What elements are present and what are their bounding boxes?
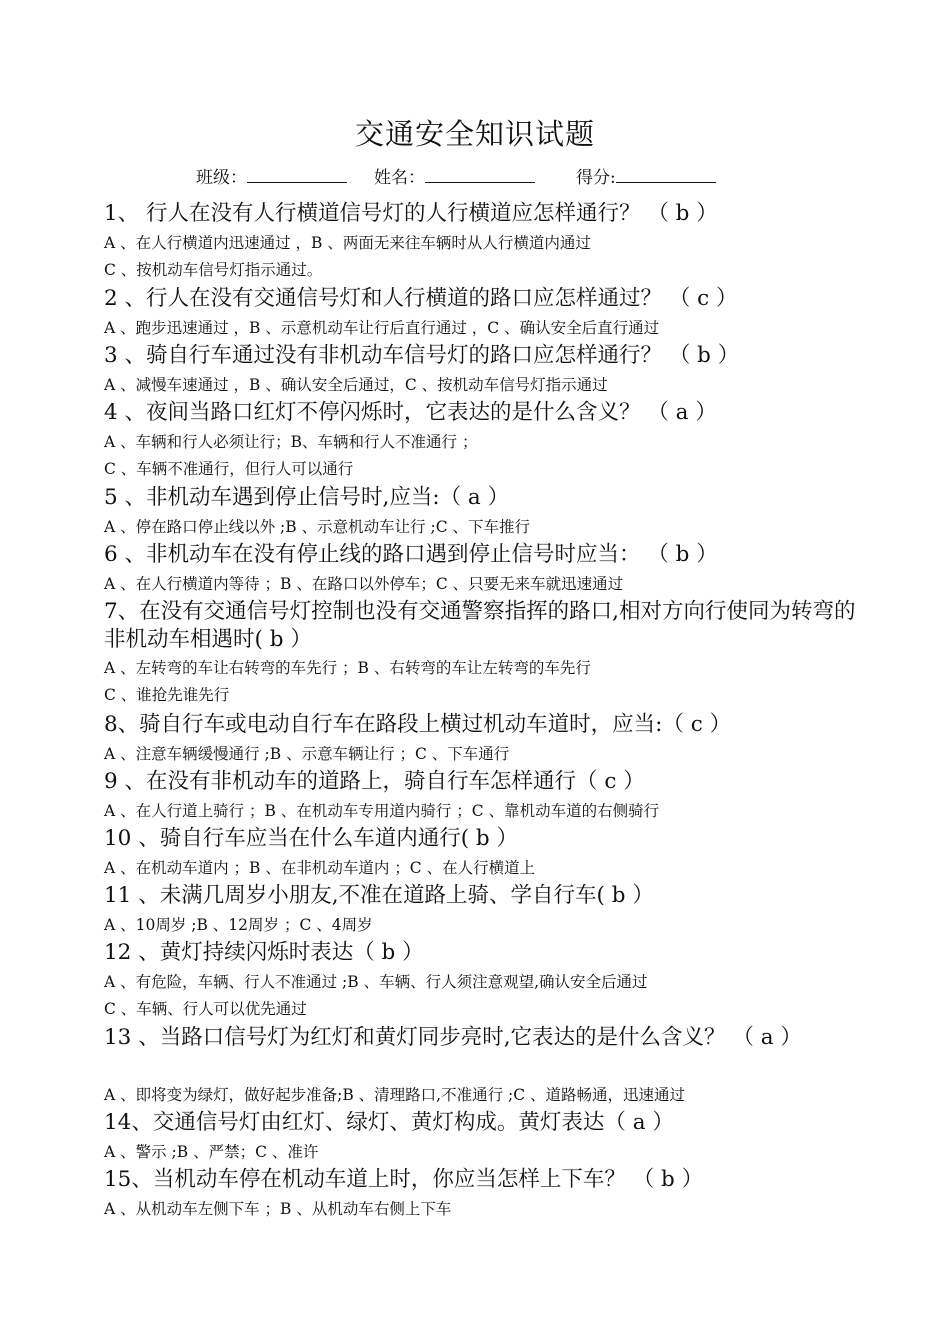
question-8: 8、骑自行车或电动自行车在路段上横过机动车道时，应当:（ c ） [104,712,732,737]
question-10-options: A 、在机动车道内 ；B 、在非机动车道内 ；C 、在人行横道上 [104,859,536,877]
question-5-options: A 、停在路口停止线以外 ;B 、示意机动车让行 ;C 、下车推行 [104,518,531,536]
question-14-options: A 、警示 ;B 、严禁；C 、准许 [104,1143,319,1161]
question-1-options-line-2: C 、按机动车信号灯指示通过。 [104,261,323,279]
question-7: 7、在没有交通信号灯控制也没有交通警察指挥的路口,相对方向行使同为转弯的非机动车相遇时( b ） [104,599,856,652]
score-label: 得分: [576,168,616,188]
question-12-options-line-2: C 、车辆、行人可以优先通过 [104,1000,307,1018]
class-label: 班级： [196,168,247,188]
question-5: 5 、非机动车遇到停止信号时,应当:（ a ） [104,485,510,510]
question-2-options: A 、跑步迅速通过 ，B 、示意机动车让行后直行通过 ，C 、确认安全后直行通过 [104,319,660,337]
question-11-options: A 、10周岁 ;B 、12周岁 ；C 、4周岁 [104,916,373,934]
score-blank[interactable] [616,164,716,183]
question-12-options-line-1: A 、有危险，车辆、行人不准通过 ;B 、车辆、行人须注意观望,确认安全后通过 [104,973,648,991]
question-6: 6 、非机动车在没有停止线的路口遇到停止信号时应当： （ b ） [104,542,718,567]
question-3-options: A 、减慢车速通过 ，B 、确认安全后通过，C 、按机动车信号灯指示通过 [104,376,608,394]
question-4: 4 、夜间当路口红灯不停闪烁时，它表达的是什么含义？ （ a ） [104,400,717,425]
question-2: 2 、行人在没有交通信号灯和人行横道的路口应怎样通过？ （ c ） [104,286,738,311]
question-4-options-line-2: C 、车辆不准通行，但行人可以通行 [104,460,354,478]
question-15-options: A 、从机动车左侧下车 ；B 、从机动车右侧上下车 [104,1200,452,1218]
question-3: 3 、骑自行车通过没有非机动车信号灯的路口应怎样通行？ （ b ） [104,343,740,368]
question-1: 1、 行人在没有人行横道信号灯的人行横道应怎样通行？ （ b ） [104,201,718,226]
class-blank[interactable] [247,164,347,183]
question-1-options-line-1: A 、在人行横道内迅速通过 ，B 、两面无来往车辆时从人行横道内通过 [104,234,591,252]
question-7-options-line-2: C 、谁抢先谁先行 [104,686,230,704]
name-blank[interactable] [425,164,535,183]
class-field [196,164,347,191]
question-4-options-line-1: A 、车辆和行人必须让行；B、车辆和行人不准通行 ； [104,433,478,451]
question-15: 15、当机动车停在机动车道上时，你应当怎样上下车？ （ b ） [104,1167,704,1192]
question-7-options-line-1: A 、左转弯的车让右转弯的车先行 ；B 、右转弯的车让左转弯的车先行 [104,659,591,677]
score-field [576,164,716,191]
name-field [374,164,535,191]
question-13: 13 、当路口信号灯为红灯和黄灯同步亮时,它表达的是什么含义？ （ a ） [104,1025,802,1050]
question-10: 10 、骑自行车应当在什么车道内通行( b ） [104,826,519,851]
question-13-options: A 、即将变为绿灯，做好起步准备;B 、清理路口,不准通行 ;C 、道路畅通，迅速通过 [104,1086,686,1104]
question-8-options: A 、注意车辆缓慢通行 ;B 、示意车辆让行 ；C 、下车通行 [104,745,510,763]
question-12: 12 、黄灯持续闪烁时表达（ b ） [104,940,424,965]
question-11: 11 、未满几周岁小朋友,不准在道路上骑、学自行车( b ） [104,883,654,908]
page-title: 交通安全知识试题 [354,117,595,151]
question-6-options: A 、在人行横道内等待 ；B 、在路口以外停车；C 、只要无来车就迅速通过 [104,575,624,593]
question-9-options: A 、在人行道上骑行 ；B 、在机动车专用道内骑行 ；C 、靠机动车道的右侧骑行 [104,802,660,820]
question-14: 14、交通信号灯由红灯、绿灯、黄灯构成。黄灯表达（ a ） [104,1110,674,1135]
question-9: 9 、在没有非机动车的道路上，骑自行车怎样通行（ c ） [104,769,645,794]
name-label: 姓名： [374,168,425,188]
